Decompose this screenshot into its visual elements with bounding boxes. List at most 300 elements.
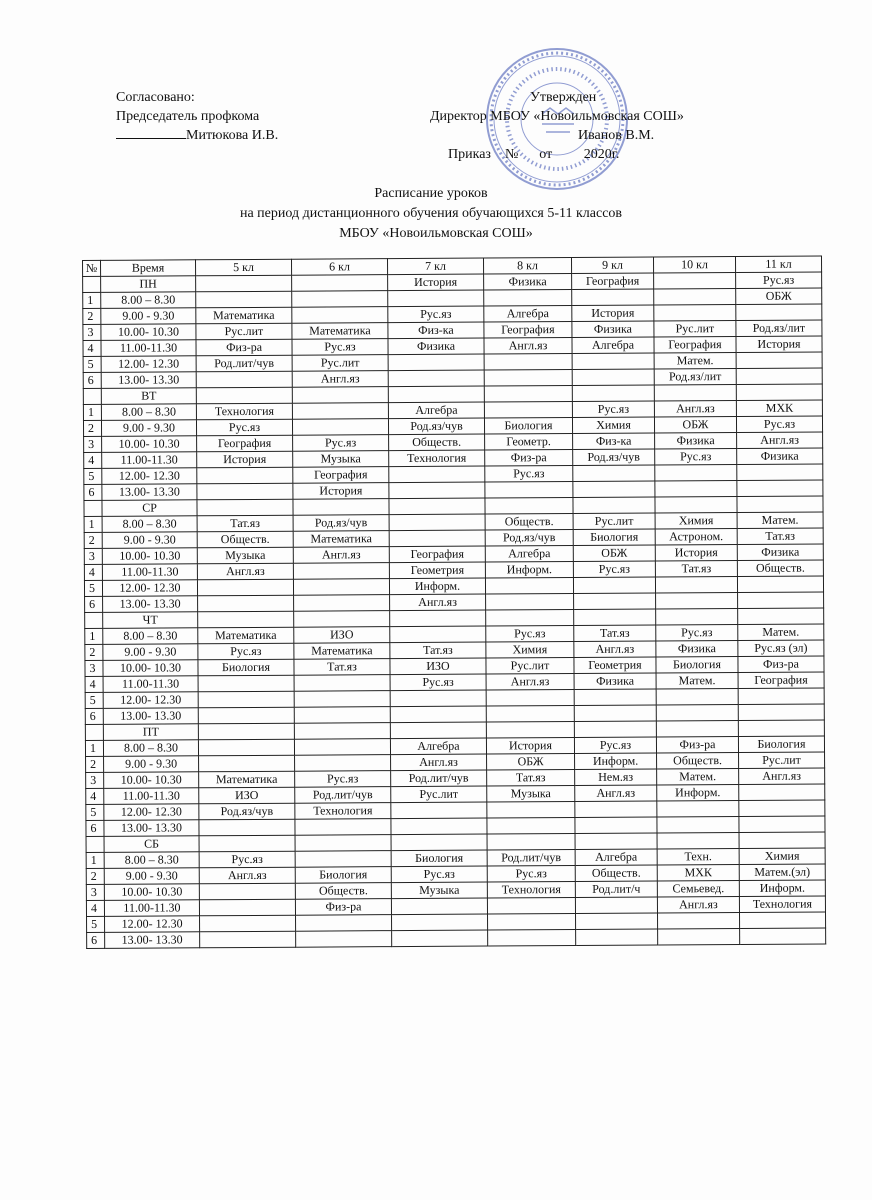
lesson-cell: Англ.яз xyxy=(654,401,736,418)
lesson-cell: Рус.лит xyxy=(654,321,736,338)
lesson-cell xyxy=(389,482,485,499)
lesson-time: 8.00 – 8.30 xyxy=(104,852,199,869)
lesson-cell: Род.лит/ч xyxy=(575,881,657,898)
lesson-cell xyxy=(736,368,822,385)
lesson-cell xyxy=(574,721,656,738)
lesson-cell xyxy=(487,817,575,834)
lesson-number: 6 xyxy=(84,484,102,500)
lesson-cell: Химия xyxy=(739,848,825,865)
lesson-cell: Англ.яз xyxy=(574,641,656,658)
lesson-cell xyxy=(294,739,390,756)
lesson-cell xyxy=(198,595,294,612)
lesson-cell: Информ. xyxy=(485,562,573,579)
lesson-cell xyxy=(656,609,738,626)
lesson-cell xyxy=(739,912,825,929)
lesson-cell: ИЗО xyxy=(390,658,486,675)
lesson-cell xyxy=(657,832,739,849)
lesson-cell: Физика xyxy=(388,338,484,355)
lesson-cell: Рус.яз xyxy=(198,643,294,660)
lesson-cell: ИЗО xyxy=(199,787,295,804)
lesson-cell xyxy=(573,497,655,514)
lesson-number: 2 xyxy=(86,756,104,772)
lesson-cell: Алгебра xyxy=(388,402,484,419)
column-header: 8 кл xyxy=(483,258,571,275)
lesson-cell xyxy=(486,594,574,611)
lesson-cell: Матем. xyxy=(737,512,823,529)
lesson-time: 10.00- 10.30 xyxy=(104,884,199,901)
lesson-cell xyxy=(199,755,295,772)
order-label: Приказ xyxy=(448,147,491,162)
lesson-cell xyxy=(390,722,486,739)
lesson-time: 12.00- 12.30 xyxy=(101,356,196,373)
lesson-cell: Род.яз/чув xyxy=(573,449,655,466)
lesson-cell xyxy=(390,626,486,643)
lesson-cell: Матем. xyxy=(738,624,824,641)
lesson-cell xyxy=(295,851,391,868)
lesson-time: 11.00-11.30 xyxy=(104,900,199,917)
lesson-time: 9.00 - 9.30 xyxy=(104,868,199,885)
lesson-cell: Технология xyxy=(739,896,825,913)
lesson-time: 8.00 – 8.30 xyxy=(101,292,196,309)
lesson-cell: Рус.яз xyxy=(486,626,574,643)
lesson-cell: Рус.яз xyxy=(199,851,295,868)
lesson-cell: ОБЖ xyxy=(736,288,822,305)
lesson-cell: История xyxy=(655,545,737,562)
lesson-cell xyxy=(573,577,655,594)
lesson-cell: Рус.яз xyxy=(388,306,484,323)
lesson-cell xyxy=(572,385,654,402)
lesson-cell xyxy=(391,834,487,851)
lesson-cell xyxy=(739,800,825,817)
lesson-cell: Англ.яз xyxy=(199,867,295,884)
lesson-cell: Математика xyxy=(292,323,388,340)
lesson-cell xyxy=(485,482,573,499)
approval-left-title: Согласовано: xyxy=(116,90,195,105)
lesson-cell: Тат.яз xyxy=(197,515,293,532)
lesson-number: 3 xyxy=(84,436,102,452)
lesson-time: 12.00- 12.30 xyxy=(103,692,198,709)
lesson-cell xyxy=(573,465,655,482)
lesson-number: 1 xyxy=(85,628,103,644)
approval-left xyxy=(116,88,278,145)
lesson-cell xyxy=(391,802,487,819)
lesson-time: 8.00 – 8.30 xyxy=(103,628,198,645)
lesson-cell: Математика xyxy=(294,643,390,660)
lesson-number: 5 xyxy=(84,468,102,484)
lesson-cell: Род.яз/лит xyxy=(654,369,736,386)
lesson-cell xyxy=(392,930,488,947)
lesson-cell: Матем. xyxy=(657,768,739,785)
lesson-cell: Геометрия xyxy=(389,562,485,579)
lesson-cell xyxy=(391,818,487,835)
lesson-cell: Геометр. xyxy=(485,434,573,451)
day-name: ЧТ xyxy=(103,612,198,629)
lesson-cell xyxy=(576,913,658,930)
lesson-cell: Физика xyxy=(656,641,738,658)
lesson-cell: Обществ. xyxy=(575,865,657,882)
lesson-cell xyxy=(388,290,484,307)
lesson-cell: Рус.лит xyxy=(739,752,825,769)
lesson-cell xyxy=(574,689,656,706)
lesson-cell: Биология xyxy=(656,657,738,674)
lesson-cell: Технология xyxy=(196,403,292,420)
lesson-cell: Биология xyxy=(295,867,391,884)
lesson-cell xyxy=(575,833,657,850)
day-number-cell xyxy=(85,724,103,740)
lesson-number: 4 xyxy=(83,340,101,356)
title-line-3: МБОУ «Новоильмовская СОШ» xyxy=(339,226,533,241)
lesson-cell xyxy=(388,370,484,387)
lesson-cell: Техн. xyxy=(657,848,739,865)
lesson-cell: Химия xyxy=(572,417,654,434)
lesson-cell: Физика xyxy=(484,274,572,291)
lesson-cell: Алгебра xyxy=(575,849,657,866)
signature-line xyxy=(116,126,186,139)
lesson-cell: Рус.яз xyxy=(196,419,292,436)
lesson-cell xyxy=(198,675,294,692)
lesson-cell xyxy=(389,514,485,531)
lesson-cell: География xyxy=(738,672,824,689)
lesson-cell xyxy=(388,354,484,371)
order-number-label: № xyxy=(504,147,519,162)
lesson-cell xyxy=(484,386,572,403)
lesson-cell xyxy=(657,912,739,929)
lesson-cell xyxy=(574,705,656,722)
lesson-time: 11.00-11.30 xyxy=(102,452,197,469)
lesson-cell: Информ. xyxy=(575,753,657,770)
lesson-cell xyxy=(200,915,296,932)
lesson-cell: Обществ. xyxy=(295,883,391,900)
lesson-cell: Рус.яз (эл) xyxy=(738,640,824,657)
lesson-cell: ОБЖ xyxy=(487,754,575,771)
lesson-cell: Обществ. xyxy=(737,560,823,577)
lesson-cell: Химия xyxy=(486,642,574,659)
lesson-cell xyxy=(657,800,739,817)
lesson-cell: Физ-ка xyxy=(388,322,484,339)
lesson-cell: Астроном. xyxy=(655,529,737,546)
lesson-number: 2 xyxy=(86,868,104,884)
lesson-cell: Нем.яз xyxy=(575,769,657,786)
lesson-cell: Технология xyxy=(487,881,575,898)
lesson-number: 5 xyxy=(84,580,102,596)
lesson-cell xyxy=(198,707,294,724)
lesson-time: 11.00-11.30 xyxy=(101,340,196,357)
approval-left-position: Председатель профкома xyxy=(116,109,260,124)
lesson-cell: Род.лит/чув xyxy=(391,770,487,787)
lesson-cell xyxy=(484,354,572,371)
lesson-cell: Физика xyxy=(737,448,823,465)
lesson-cell: Музыка xyxy=(197,547,293,564)
lesson-cell xyxy=(199,899,295,916)
lesson-cell xyxy=(655,465,737,482)
lesson-cell: Физика xyxy=(572,321,654,338)
lesson-number: 4 xyxy=(86,788,104,804)
lesson-cell xyxy=(198,691,294,708)
lesson-cell xyxy=(389,466,485,483)
lesson-number: 3 xyxy=(86,884,104,900)
lesson-cell xyxy=(392,914,488,931)
lesson-time: 13.00- 13.30 xyxy=(103,708,198,725)
lesson-cell: Англ.яз xyxy=(575,785,657,802)
lesson-number: 3 xyxy=(85,660,103,676)
lesson-cell: Семьевед. xyxy=(657,880,739,897)
lesson-cell: История xyxy=(486,738,574,755)
lesson-cell: Англ.яз xyxy=(484,338,572,355)
lesson-cell xyxy=(390,706,486,723)
lesson-cell xyxy=(391,898,487,915)
lesson-cell xyxy=(657,816,739,833)
lesson-cell xyxy=(484,290,572,307)
lesson-cell xyxy=(294,611,390,628)
lesson-cell: Род.лит/чув xyxy=(196,355,292,372)
column-header: 5 кл xyxy=(196,259,292,276)
lesson-cell: Матем.(эл) xyxy=(739,864,825,881)
lesson-time: 12.00- 12.30 xyxy=(102,580,197,597)
lesson-cell xyxy=(487,897,575,914)
lesson-cell xyxy=(292,419,388,436)
lesson-number: 1 xyxy=(84,516,102,532)
lesson-cell: Геометрия xyxy=(574,657,656,674)
lesson-cell: Тат.яз xyxy=(390,642,486,659)
lesson-cell xyxy=(295,755,391,772)
title-line-1: Расписание уроков xyxy=(374,186,488,201)
lesson-cell xyxy=(737,480,823,497)
lesson-cell: Род.лит/чув xyxy=(295,787,391,804)
lesson-cell: Физ-ра xyxy=(738,656,824,673)
lesson-cell: МХК xyxy=(736,400,822,417)
lesson-cell xyxy=(737,496,823,513)
lesson-cell xyxy=(654,289,736,306)
lesson-cell xyxy=(197,499,293,516)
lesson-cell xyxy=(388,386,484,403)
lesson-number: 5 xyxy=(86,804,104,820)
lesson-cell: Рус.яз xyxy=(485,466,573,483)
lesson-cell: Тат.яз xyxy=(487,770,575,787)
lesson-number: 4 xyxy=(85,676,103,692)
lesson-cell: Англ.яз xyxy=(737,432,823,449)
lesson-time: 9.00 - 9.30 xyxy=(103,644,198,661)
lesson-cell: Рус.яз xyxy=(736,272,822,289)
approval-right xyxy=(430,88,684,164)
lesson-cell: Технология xyxy=(389,450,485,467)
lesson-cell xyxy=(573,481,655,498)
lesson-cell: ИЗО xyxy=(294,627,390,644)
lesson-cell xyxy=(574,593,656,610)
lesson-cell xyxy=(198,739,294,756)
lesson-number: 1 xyxy=(83,292,101,308)
lesson-cell xyxy=(485,578,573,595)
lesson-time: 11.00-11.30 xyxy=(103,676,198,693)
lesson-cell xyxy=(486,610,574,627)
document-title xyxy=(0,184,872,244)
lesson-cell xyxy=(292,403,388,420)
lesson-cell: Род.яз/чув xyxy=(388,418,484,435)
lesson-cell: Тат.яз xyxy=(294,659,390,676)
lesson-cell xyxy=(575,801,657,818)
lesson-number: 4 xyxy=(84,452,102,468)
lesson-cell xyxy=(738,592,824,609)
lesson-cell: Матем. xyxy=(656,673,738,690)
lesson-cell: Обществ. xyxy=(389,434,485,451)
approval-right-signature xyxy=(578,126,684,145)
lesson-cell xyxy=(296,931,392,948)
lesson-number: 1 xyxy=(85,740,103,756)
lesson-cell xyxy=(487,801,575,818)
lesson-cell: Рус.яз xyxy=(572,401,654,418)
lesson-cell: Обществ. xyxy=(485,514,573,531)
lesson-cell xyxy=(739,816,825,833)
lesson-cell xyxy=(196,291,292,308)
lesson-cell: Физ-ра xyxy=(295,899,391,916)
lesson-cell xyxy=(389,498,485,515)
lesson-cell xyxy=(196,387,292,404)
lesson-cell: Тат.яз xyxy=(655,561,737,578)
lesson-cell: Род.яз/чув xyxy=(293,515,389,532)
day-name: ПН xyxy=(101,276,196,293)
lesson-cell xyxy=(738,608,824,625)
lesson-cell xyxy=(658,928,740,945)
column-header: 9 кл xyxy=(571,257,653,274)
lesson-time: 13.00- 13.30 xyxy=(103,596,198,613)
lesson-cell: Биология xyxy=(484,418,572,435)
lesson-cell: Математика xyxy=(198,627,294,644)
lesson-time: 10.00- 10.30 xyxy=(101,324,196,341)
lesson-cell: Математика xyxy=(293,531,389,548)
approval-right-position: Директор МБОУ «Новоильмовская СОШ» xyxy=(430,109,684,124)
lesson-cell: Род.яз/чув xyxy=(485,530,573,547)
lesson-cell: География xyxy=(484,322,572,339)
lesson-cell xyxy=(572,369,654,386)
lesson-cell xyxy=(294,595,390,612)
lesson-cell xyxy=(656,720,738,737)
lesson-cell xyxy=(197,483,293,500)
lesson-cell xyxy=(739,784,825,801)
lesson-cell: Англ.яз xyxy=(390,594,486,611)
lesson-cell: Технология xyxy=(295,803,391,820)
lesson-cell: Англ.яз xyxy=(657,896,739,913)
lesson-cell xyxy=(294,675,390,692)
lesson-cell xyxy=(737,576,823,593)
lesson-cell: Алгебра xyxy=(485,546,573,563)
lesson-cell xyxy=(197,467,293,484)
approval-right-name: Иванов В.М. xyxy=(578,128,655,143)
column-header: Время xyxy=(101,260,196,277)
lesson-number: 1 xyxy=(86,852,104,868)
lesson-cell: Математика xyxy=(196,307,292,324)
schedule-table xyxy=(82,255,826,949)
lesson-cell xyxy=(655,481,737,498)
lesson-cell: Англ.яз xyxy=(739,768,825,785)
day-name: ВТ xyxy=(101,388,196,405)
lesson-cell: Рус.лит xyxy=(573,513,655,530)
lesson-time: 11.00-11.30 xyxy=(104,788,199,805)
lesson-cell xyxy=(198,723,294,740)
lesson-cell xyxy=(654,273,736,290)
lesson-cell: Биология xyxy=(738,736,824,753)
lesson-cell xyxy=(487,833,575,850)
lesson-cell: Рус.лит xyxy=(486,658,574,675)
lesson-number: 5 xyxy=(87,916,105,932)
lesson-cell: Англ.яз xyxy=(391,754,487,771)
lesson-cell xyxy=(738,720,824,737)
lesson-time: 10.00- 10.30 xyxy=(102,436,197,453)
lesson-time: 10.00- 10.30 xyxy=(103,660,198,677)
lesson-cell: ОБЖ xyxy=(654,417,736,434)
lesson-cell: Рус.яз xyxy=(391,866,487,883)
day-name: ПТ xyxy=(103,724,198,741)
lesson-cell: Физ-ра xyxy=(196,339,292,356)
lesson-cell xyxy=(486,706,574,723)
order-year: 2020г. xyxy=(583,147,620,162)
lesson-cell xyxy=(655,497,737,514)
lesson-cell xyxy=(292,275,388,292)
lesson-number: 3 xyxy=(86,772,104,788)
lesson-cell: Музыка xyxy=(293,451,389,468)
lesson-cell: Химия xyxy=(655,513,737,530)
lesson-cell: Физика xyxy=(655,433,737,450)
lesson-cell xyxy=(488,913,576,930)
lesson-number: 6 xyxy=(85,708,103,724)
lesson-cell xyxy=(196,275,292,292)
lesson-cell: Рус.лит xyxy=(391,786,487,803)
lesson-cell xyxy=(486,722,574,739)
lesson-cell xyxy=(740,928,826,945)
lesson-time: 9.00 - 9.30 xyxy=(101,308,196,325)
lesson-cell: Англ.яз xyxy=(293,547,389,564)
lesson-cell xyxy=(736,304,822,321)
lesson-cell xyxy=(572,353,654,370)
lesson-cell xyxy=(575,897,657,914)
approval-right-order xyxy=(448,145,684,164)
lesson-cell: Обществ. xyxy=(657,752,739,769)
lesson-time: 8.00 – 8.30 xyxy=(102,516,197,533)
lesson-time: 13.00- 13.30 xyxy=(104,820,199,837)
lesson-cell: Рус.яз xyxy=(736,416,822,433)
lesson-number: 1 xyxy=(83,404,101,420)
lesson-cell xyxy=(488,929,576,946)
lesson-cell xyxy=(199,883,295,900)
approval-right-title: Утвержден xyxy=(530,90,597,105)
lesson-cell xyxy=(293,499,389,516)
lesson-time: 12.00- 12.30 xyxy=(105,916,200,933)
lesson-cell xyxy=(739,832,825,849)
lesson-time: 12.00- 12.30 xyxy=(102,468,197,485)
lesson-number: 3 xyxy=(83,324,101,340)
lesson-cell: География xyxy=(293,467,389,484)
lesson-number: 6 xyxy=(87,932,105,948)
lesson-cell xyxy=(654,305,736,322)
lesson-cell: География xyxy=(389,546,485,563)
lesson-time: 13.00- 13.30 xyxy=(105,932,200,949)
approval-left-signature xyxy=(116,126,278,145)
lesson-cell: Рус.яз xyxy=(656,625,738,642)
lesson-cell: Рус.яз xyxy=(390,674,486,691)
lesson-cell: Рус.лит xyxy=(292,355,388,372)
lesson-cell: Тат.яз xyxy=(574,625,656,642)
lesson-cell: Биология xyxy=(391,850,487,867)
lesson-cell: Физика xyxy=(737,544,823,561)
lesson-number: 6 xyxy=(86,820,104,836)
lesson-cell xyxy=(656,688,738,705)
lesson-cell xyxy=(484,370,572,387)
lesson-time: 12.00- 12.30 xyxy=(104,804,199,821)
lesson-cell xyxy=(736,352,822,369)
lesson-number: 2 xyxy=(83,308,101,324)
lesson-cell: История xyxy=(197,451,293,468)
lesson-cell xyxy=(292,387,388,404)
lesson-time: 8.00 – 8.30 xyxy=(101,404,196,421)
lesson-cell xyxy=(197,579,293,596)
